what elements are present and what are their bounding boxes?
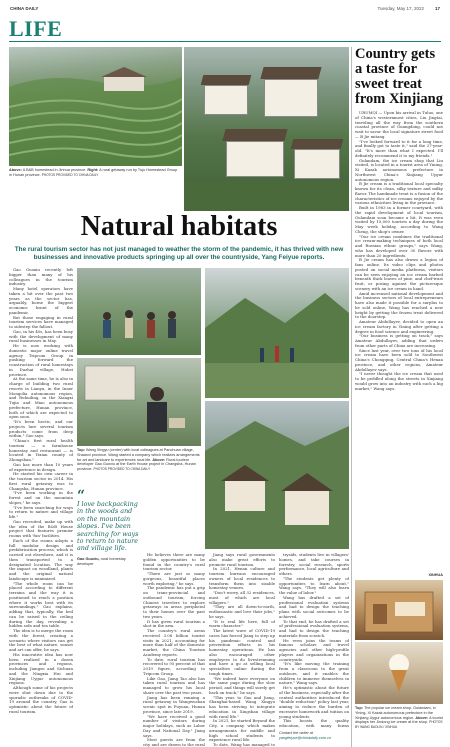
side-story-headline: Country gets a taste for sweet treat from Xinjiang bbox=[355, 46, 443, 107]
paragraph: "I've been searching for ways to return to nature and village life." bbox=[9, 504, 73, 519]
paragraph: The idea is to merge the room with the forest, creating a scenario where visitors can get the best of what nature, sunset and art can offer, he says. bbox=[9, 628, 73, 652]
masthead bbox=[6, 4, 444, 14]
paragraph: At the same time, he is also in charge of building two rural resorts in Lianyu, in the Inner Mongolia autonomous region, and Ruhuiling, in the Xiangxi Tujia and Miao autonomous prefecture, Hunan province, both of which are expected to open soon. bbox=[9, 376, 73, 420]
paragraph: But those engaging in rural tourism services have managed to sidestep the fallout. bbox=[9, 314, 73, 329]
contact-lead: Contact the writer at bbox=[279, 731, 313, 735]
paragraph: Amateur Abdullayev, decided to open an ice cream factory in Yining after getting a degree in food science and engineering. bbox=[355, 319, 443, 334]
caption-credit: PHOTOS PROVIDED TO CHINA DAILY bbox=[41, 172, 99, 177]
paragraph: "China's first rural health tourism — a farmhouse homestay and restaurant — is located in Yixian county of Zhongshan." bbox=[9, 438, 73, 462]
bottom-right-caption bbox=[355, 706, 443, 730]
paragraph: "I've looked forward to it for a long time, and finally got to taste it," said the 27-year-old. "It's more than what I expected. I'll definitely recommend it to my friends." bbox=[355, 138, 443, 158]
paragraph: The country's rural areas received 3.08 billion tourist visits in 2021, accounting for more than half of the domestic market, the China Tourism Academy reports. bbox=[143, 628, 205, 657]
caption2-credit: PHOTOS PROVIDED TO CHINA DAILY bbox=[93, 467, 151, 472]
paragraph: Gulandam, the ice cream shop that Liu visited, is located in a tourist area of Yining, Xi Kazak autonomous prefecture in Northwest China's Xinjiang Uygur autonomous region. bbox=[355, 157, 443, 182]
br-caption-lead: Top: bbox=[355, 706, 363, 710]
paragraph: Wang has drafted a set of professional evaluation systems and had to design the teaching plans with social outcomes to be achieved. bbox=[279, 594, 349, 619]
photo-gao-guoxiu bbox=[77, 358, 201, 446]
paragraph: Since last year, over two tons of his local ice cream have been sold to Southwest China's Chongqing, Central China's Henan province, and other regions, Amateur Abdullayev says. bbox=[355, 347, 443, 372]
ice-cream-graphic bbox=[355, 642, 443, 704]
paragraph: B Jie cream has also drawn a legion of fans online. Its video clips and photos posted on social media platforms, visitors can be seen enjoying an ice cream barbed beneath thick leaves of pine, and chef-trust fruit, or posing against the picturesque scenery with an ice cream in hand. bbox=[355, 257, 443, 291]
paragraph: "Don't worry, all 32 residences, most of which are local villagers." bbox=[209, 590, 275, 605]
paragraph: In 2021, Henan culture and tourism bureaus encouraged owners of local residences to transform them into sizable homestay venues. bbox=[209, 566, 275, 591]
paragraph: Gao Guoxiu recently left bigger than many of his colleagues in the tourism industry. bbox=[9, 268, 73, 287]
paragraph: This boosts the quality education, with many forms bbox=[279, 718, 349, 728]
paragraph: In 2021, he started Beyond the City, a company which makes arrangements for middle and high school students to experience rural life. bbox=[209, 718, 275, 743]
contact-line bbox=[279, 731, 349, 741]
caption-lead-right: Right: bbox=[87, 168, 99, 172]
paragraph: "I never thought the ice cream that used to be peddled along the streets in Xinjiang would grow into an industry with such a big market," Wang says. bbox=[355, 371, 443, 391]
paragraph: "It's like moving the training from a classroom to the great outdoors, and it enables the children to immerse themselves in nature," Wang says. bbox=[279, 661, 349, 686]
main-col-3 bbox=[143, 553, 205, 747]
br-caption-credit: PHOTOS BY WANG BAOLIN / XINHUA bbox=[355, 720, 443, 730]
paragraph: He started his own career in the tourism sector in 2014. His first rural getaway was to Changsha, Hunan province. bbox=[9, 471, 73, 491]
caption2-lead2: Above: bbox=[152, 457, 166, 462]
main-deck: The rural tourism sector has not just managed to weather the storm of the pandemic, it has thrived with new businesses and innovative products springing up all over the countryside, Yang Feiyue reports. bbox=[14, 246, 344, 261]
paragraph: Each of the rooms adopts a full modular design and prefabrication process, which is carried out elsewhere, and it is then transported to a designated location. The way the impact on woodland, plants and the original natural landscape is minimized. bbox=[9, 537, 73, 581]
caption-text-b: A rural getaway run by Tuju Homestead Group in Hunan province. bbox=[9, 168, 178, 177]
quote-author: Gao Guoxiu, bbox=[77, 556, 100, 561]
photo-ice-cream-shop bbox=[355, 580, 443, 640]
masthead-date: Tuesday, May 17, 2022 bbox=[377, 6, 424, 11]
br-caption-text2: A tourist displays her Jindong ice cream at the shop. bbox=[355, 715, 443, 725]
page-number: 17 bbox=[434, 6, 440, 11]
paragraph: "I've been working in the forest and on the mountain slopes," he says. bbox=[9, 490, 73, 505]
paragraph: "It is real life here, full of warm character." bbox=[209, 618, 275, 629]
paragraph: "This year, to Gao and Jiang, Shanghai-based Wang Xingyu has been striving to integrate education in Xingshan village with rural life." bbox=[209, 694, 275, 719]
people-graphic bbox=[77, 268, 201, 355]
caption-text-a: A B&B homestead in Jinhua province. bbox=[22, 168, 87, 172]
pull-quote: I love backpacking in the woods and on the mountain slopes. I've been searching for ways to return to nature and village life. bbox=[77, 500, 139, 553]
caption2-lead: Top: bbox=[77, 448, 85, 452]
shop-graphic bbox=[355, 580, 443, 640]
paragraph: "We have received a good number of visitors during major holidays, such as Labor Day and National Day," Jiang says. bbox=[143, 713, 205, 738]
pull-quote-attribution bbox=[77, 557, 141, 567]
caption-lead: Above: bbox=[9, 168, 22, 172]
section-title: LIFE bbox=[9, 16, 63, 41]
quote-mark-icon: “ bbox=[77, 488, 86, 504]
village-graphic bbox=[205, 401, 349, 549]
paragraph: He's optimistic about the future of the business, especially after the central authorities introduced the "double reduction" policy last year, aiming to reduce the burden of excessive homework and tuition on young students. bbox=[279, 685, 349, 719]
main-col-5 bbox=[279, 553, 349, 729]
paragraph: Although some of his projects were shut down due to the sporadic outbreaks of COVID-19 around the country, Gao is optimistic about the future of rural tourism. bbox=[9, 685, 73, 714]
section-header bbox=[9, 14, 441, 42]
caption2-text: Wang Xingyu (center) with local colleagues at Panchuan village, Shaanxi province. Wang started a company which realizes arrangements for art and landcare to experiences rural life. bbox=[77, 448, 200, 462]
paragraph: To that end, he has drafted a set of professional evaluation systems, and had to design the teaching materials from scratch. bbox=[279, 618, 349, 638]
paragraph: Jiang has been running a rural getaway in Wangwushan scenic spot in Fuyuan, Hunan province, since late 2019. bbox=[143, 694, 205, 714]
paragraph: "There are just so many gorgeous, beautiful places worth exploring," he says. bbox=[143, 571, 205, 586]
paragraph: Many hotel operators have taken a hit over the past two years as the sector has, arguably, borne the biggest economic brunt of the pandemic. bbox=[9, 286, 73, 315]
paragraph: Gao has more than 10 years of experience in design. bbox=[9, 461, 73, 472]
side-story-body bbox=[355, 111, 443, 573]
paragraph: B Jie cream is a traditional local specialty known for its clean, silky texture and milky flavor. The handmade treat is a fusion of the characteristics of ice creams enjoyed by the various ethnicities living in the province. bbox=[355, 181, 443, 206]
paragraph: The pandemic has put a grip on trans-provincial and outbound tourism, forcing Chinese travelers to explore getaways in areas peripheral to their homes over the past two years. bbox=[143, 585, 205, 619]
mountain-graphic bbox=[205, 268, 349, 398]
paragraph: Most guests are from the city and are drawn to the rural bbox=[143, 737, 205, 747]
terrace-graphic bbox=[9, 47, 182, 166]
main-col-1 bbox=[9, 268, 73, 747]
paragraph: The latest wave of COVID-19 cases has forced Jiang to step up his pandemic control and prevention efforts in his homestay operations. He has also encouraged other employees to do livestreaming and have a go at selling local specialties online during the tough times. bbox=[209, 628, 275, 676]
paragraph: Gao, in his 40s, has been busy with the development of many rural businesses in May. bbox=[9, 328, 73, 344]
paragraph: URUMQI — Upon his arrival in Tuluo, one of China's westernmost cities, Liu Jingtai, traveling all the way from the southern coastal province of Guangdong, could not wait to savor the local signature street food — B Jie mitang. bbox=[355, 111, 443, 139]
paragraph: To date, Wang has managed to bbox=[213, 742, 275, 747]
paragraph: It has given rural tourism a shot in the arm. bbox=[143, 618, 205, 629]
quote-role: rural homestay developer bbox=[77, 556, 126, 566]
paragraph: His innovative idea has now been realized in a dozen provinces and regions, including Jiangsu and Sichuan and the Ningxia Hui and Xinjiang Uygur autonomous regions. bbox=[9, 651, 73, 686]
photo-terraced-hills bbox=[9, 47, 182, 166]
paragraph: "The students get plenty of opportunities to learn about," Wang says. "They will also learn the value of labor." bbox=[279, 575, 349, 595]
paragraph: Jiang says rural governments also make great efforts to promote rural tourism. bbox=[209, 553, 275, 567]
top-photo-caption bbox=[9, 168, 179, 178]
paragraph: Amid increased national development and the business sectors of local entrepreneurs have also made it possible for a surplus to be sold online, Wang has reached a new height by getting the frozen treat delivered to the doorstep. bbox=[355, 290, 443, 320]
middle-caption bbox=[77, 448, 201, 472]
paragraph: To date, rural tourism has recovered to 95 percent of that 2019 figure, according to Tripcom Group. bbox=[143, 656, 205, 676]
br-caption-text: The popular ice cream shop, Gulandam, in Yining, Xi Kazak autonomous prefecture in the Xinjiang Uygur autonomous region. bbox=[355, 706, 436, 720]
photo-village-houses bbox=[184, 47, 349, 211]
pull-quote-block bbox=[77, 488, 141, 566]
main-headline: Natural habitats bbox=[80, 211, 278, 242]
paragraph: "It's been hectic, and our projects lure several tourism products come from deep within," Gao says. bbox=[9, 419, 73, 439]
paragraph: "We indeed have everyone on the same page during the slow period, and things will surely get back on track," he says. bbox=[209, 675, 275, 695]
masthead-logo: CHINA DAILY bbox=[10, 6, 39, 11]
portrait-graphic bbox=[77, 358, 201, 446]
paragraph: Like Gao, Jiang Tao also has taken rural tourism and has managed to grow his local share over the past two years. bbox=[143, 675, 205, 695]
paragraph: "Our ice cream combines the traditional ice cream-making techniques of both local and Russian ethnic groups," says Wang, who has developed over 30 flavors with more than 20 ingredients. bbox=[355, 233, 443, 258]
paragraph: He believes there are many golden opportunities to be found in the country's rural tourism sector. bbox=[143, 553, 205, 572]
paragraph: Built in 1983 in a former courtyard, with the rapid development of local tourism, Gulandam soon became a hit. It was even visited by 15,000 tourists a day during the May week holiday, according to Wang Cheng, the shop's owner. bbox=[355, 205, 443, 234]
contact-email[interactable]: yangfeiyue@chinadaily.com.cn bbox=[279, 735, 332, 740]
paragraph: "They are all down-to-earth, enthusiastic and love their jobs," he says. bbox=[209, 604, 275, 619]
photo-rooftop-view bbox=[205, 401, 349, 549]
paragraph: He even joins the teams of famous scholars and travel agencies and other high-profile players and organizations in the countryside. bbox=[279, 637, 349, 662]
paragraph: He is now working with domestic major online travel agency Tripcom Group in pushing forward the construction of rural homestays in Duzhai village, Hubei province. bbox=[9, 343, 73, 377]
side-story-agency: XINHUA bbox=[428, 573, 443, 577]
paragraph: "The whole room can be placed according to different terrains and the way it is positioned to reach a position where it works best with its surroundings," Gao explains, adding that, typically, the bed can be raised to the ceiling during the day, revealing a hidden sofa and tea table. bbox=[9, 580, 73, 629]
photo-ice-cream-hand bbox=[355, 642, 443, 704]
photo-students-outdoors bbox=[205, 268, 349, 398]
column-rule-right bbox=[351, 47, 352, 747]
main-col-4 bbox=[209, 553, 275, 747]
br-caption-lead2: Above: bbox=[415, 715, 429, 720]
photo-workers-group bbox=[77, 268, 201, 355]
paragraph: trysids, students live in villagers' homes, and take courses in forestry, social research, sports performance, local agriculture and others. bbox=[279, 553, 349, 576]
paragraph: Gao recruited, make up with the idea of the B&B House project that features premier rooms with 'fun' facilities. bbox=[9, 518, 73, 538]
paragraph: "Our business is getting on track," says Amateur Abdullayev, adding that orders from other parts of China are increasing. bbox=[355, 333, 443, 348]
caption2-text2: Rural tourism developer Gao Guoxiu at the Earth House project in Changsha, Hunan province. bbox=[77, 457, 196, 472]
